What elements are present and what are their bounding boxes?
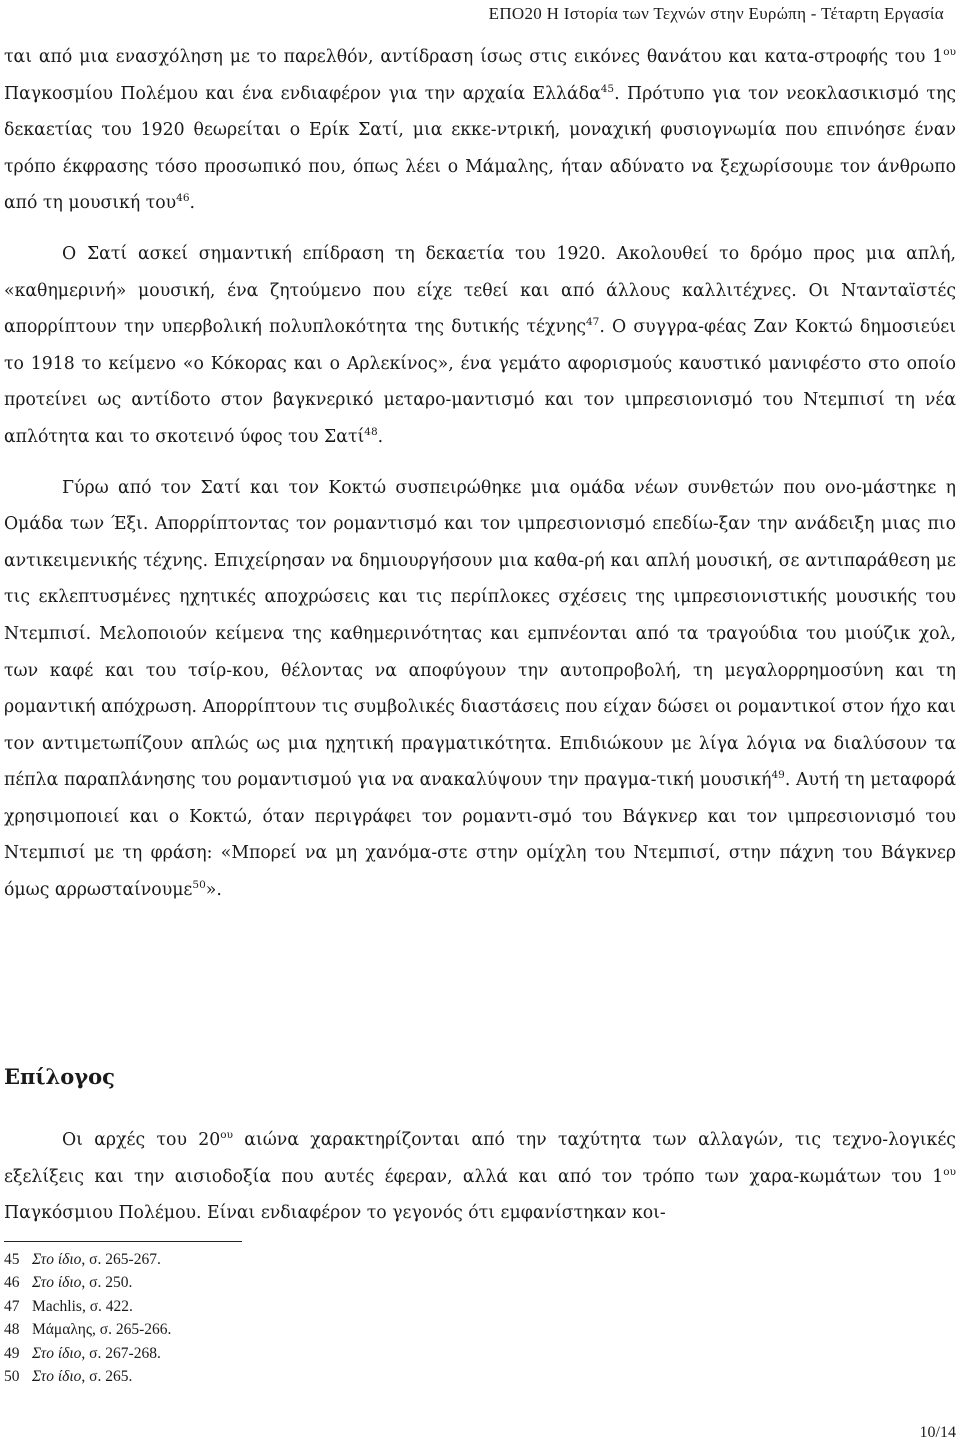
epilogue-text — [4, 1122, 956, 1232]
paragraph-text: . Αυτή τη μεταφορά χρησιμοποιεί και ο Κοκτώ, όταν περιγράφει τον ρομαντι-σμό του Βάγκνερ και τον ιμπρεσιονισμό του Ντεμπισί με τη φράση: «Μπορεί να μη χανόμα-στε στην ομίχλη του Ντεμπισί, στην πάχνη του Βάγκνερ όμως αρρωσταίνουμε — [4, 770, 956, 901]
ordinal-superscript: ου — [220, 1129, 233, 1141]
footnote — [4, 1365, 171, 1388]
ordinal-superscript: ου — [943, 46, 956, 58]
footnote — [4, 1295, 171, 1318]
footnote-pages: , σ. 267-268. — [81, 1344, 161, 1362]
footnote-number: 46 — [4, 1274, 20, 1292]
footnote-source: Στο ίδιο — [32, 1274, 82, 1292]
footnote-divider — [4, 1241, 242, 1242]
paragraph-text: . Πρότυπο για τον νεοκλασικισμό της δεκαετίας του 1920 θεωρείται ο Ερίκ Σατί, μια εκκε-ντρική, μοναχική φυσιογνωμία που επινόησε έναν τρόπο έκφρασης τόσο προσωπικό που, όπως λέει ο Μάμαλης, ήταν αδύνατο να ξεχωρίσουμε τον άνθρωπο από τη μουσική του — [4, 83, 957, 214]
running-header: ΕΠΟ20 Η Ιστορία των Τεχνών στην Ευρώπη - Τέταρτη Εργασία — [488, 4, 944, 23]
footnote — [4, 1342, 171, 1365]
paragraph-text: Γύρω από τον Σατί και τον Κοκτώ συσπειρώθηκε μια ομάδα νέων συνθετών που ονο-μάστηκε η Ομάδα των Έξι. Απορρίπτοντας τον ρομαντισμό και τον ιμπρεσιονισμό επεδίω-ξαν την ανάδειξη μιας πιο αντικειμενικής τέχνης. Επιχείρησαν να δημιουργήσουν μια καθα-ρή και απλή μουσική, σε αντιπαράθεση με τις εκλεπτυσμένες ηχητικές αποχρώσεις και τις περίπλοκες σχέσεις της ιμπρεσιονιστικής μουσικής του Ντεμπισί. Μελοποιούν κείμενα της καθημερινότητας και εμπνέονται από τα τραγούδια του μιούζικ χολ, των καφέ και του τσίρ-κου, θέλοντας να αποφύγουν την αυτοπροβολή, τη μεγαλορρημοσύνη και τη ρομαντική απόχρωση. Απορρίπτουν τις συμβολικές διαστάσεις που είχαν δώσει οι ρομαντικοί στον ήχο και τον αντιμετωπίζουν απλώς ως μια ηχητική πραγματικότητα. Επιδιώκουν με λίγα λόγια να διαλύσουν τα πέπλα παραπλάνησης του ρομαντισμού για να ανακαλύψουν την πραγμα-τική μουσική — [4, 477, 956, 791]
footnote — [4, 1318, 171, 1341]
footnote-source: Στο ίδιο — [32, 1344, 82, 1362]
footnote-source: Στο ίδιο — [32, 1251, 82, 1268]
paragraph — [4, 470, 956, 909]
footnote-pages: , σ. 422. — [81, 1297, 133, 1315]
footnote-ref[interactable]: 47 — [586, 316, 600, 329]
footnote-number: 49 — [4, 1344, 20, 1362]
footnote-ref[interactable]: 50 — [192, 879, 206, 892]
paragraph-text: Οι αρχές του 20 — [62, 1130, 221, 1150]
paragraph-text: . Ο συγγρα-φέας Ζαν Κοκτώ δημοσιεύει το 1918 το κείμενο «ο Κόκορας και ο Αρλεκίνος», ένα γεμάτο αφορισμούς καυστικό μανιφέστο στο οποίο προτείνει ως αντίδοτο στον βαγκνερικό μεταρο-μαντισμό και τον ιμπρεσιονισμό του Ντεμπισί τη νέα απλότητα και το σκοτεινό ύφος του Σατί — [4, 317, 956, 447]
footnote-number: 48 — [4, 1321, 20, 1339]
paragraph — [4, 236, 956, 456]
paragraph-text: ». — [205, 880, 222, 901]
footnote-ref[interactable]: 45 — [600, 82, 615, 95]
footnote-ref[interactable]: 49 — [771, 769, 785, 782]
footnote-ref[interactable]: 46 — [176, 192, 190, 205]
paragraph — [4, 39, 956, 222]
footnote-number: 50 — [4, 1367, 20, 1385]
paragraph-text: αιώνα χαρακτηρίζονται από την ταχύτητα των αλλαγών, τις τεχνο-λογικές εξελίξεις και την αισιοδοξία που αυτές έφεραν, αλλά και από τον τρόπο των χαρα-κωμάτων του 1 — [4, 1130, 956, 1187]
footnote-pages: , σ. 265. — [81, 1367, 133, 1385]
paragraph-text: Ο Σατί ασκεί σημαντική επίδραση τη δεκαετία του 1920. Ακολουθεί το δρόμο προς μια απλή, «καθημερινή» μουσική, ένα ζητούμενο που είχε τεθεί και από άλλους καλλιτέχνες. Οι Ντανταϊστές απορρίπτουν την υπερβολική πολυπλοκότητα της δυτικής τέχνης — [4, 243, 956, 338]
ordinal-superscript: ου — [943, 1165, 956, 1178]
footnote — [4, 1271, 171, 1294]
paragraph-text: Παγκοσμίου Πολέμου και ένα ενδιαφέρον για την αρχαία Ελλάδα — [4, 83, 601, 104]
body-text — [4, 39, 956, 909]
footnote-source: Στο ίδιο — [32, 1367, 82, 1385]
paragraph-text: . — [377, 426, 384, 447]
paragraph-text: Παγκόσμιου Πολέμου. Είναι ενδιαφέρον το γεγονός ότι εμφανίστηκαν κοι- — [4, 1203, 666, 1224]
footnote — [4, 1248, 171, 1271]
footnote-source: Μάμαλης — [32, 1321, 92, 1339]
footnote-source: Machlis — [32, 1297, 82, 1315]
footnote-pages: , σ. 265-266. — [91, 1321, 172, 1339]
footnote-pages: , σ. 265-267. — [81, 1251, 161, 1268]
paragraph — [4, 1122, 956, 1232]
footnotes — [4, 1248, 171, 1388]
paragraph-text: . — [189, 193, 196, 214]
footnote-number: 45 — [4, 1251, 20, 1268]
footnote-pages: , σ. 250. — [81, 1274, 133, 1292]
section-heading: Επίλογος — [4, 1064, 115, 1089]
footnote-ref[interactable]: 48 — [364, 425, 378, 438]
page-number: 10/14 — [919, 1424, 956, 1441]
footnote-number: 47 — [4, 1297, 20, 1315]
paragraph-text: ται από μια ενασχόληση με το παρελθόν, αντίδραση ίσως στις εικόνες θανάτου και κατα-στροφής του 1 — [4, 47, 944, 67]
